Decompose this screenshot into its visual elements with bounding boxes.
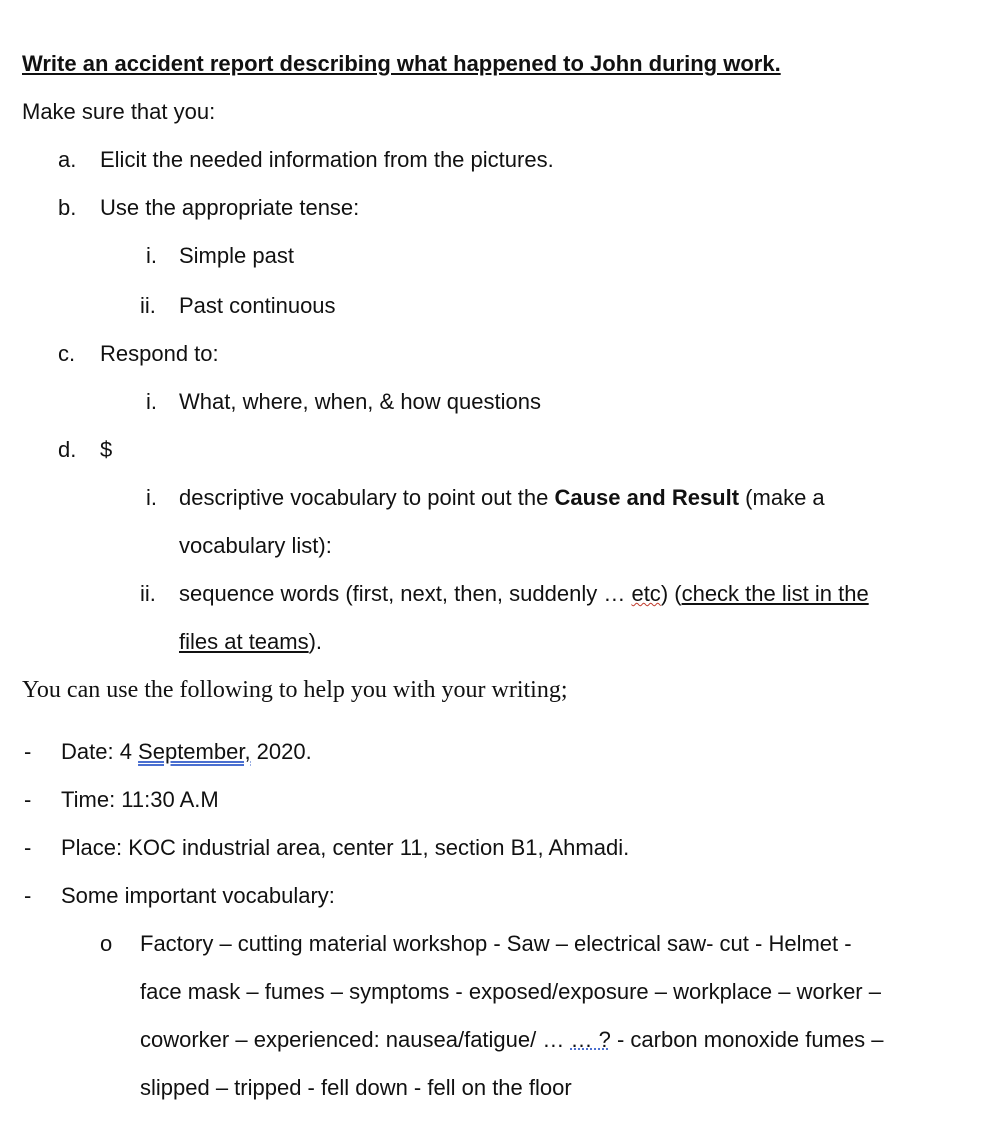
bullet-time: [24, 786, 219, 814]
circle-bullet-icon: o: [100, 931, 113, 956]
list-marker-c: c.: [58, 341, 76, 366]
vocab-line-1: Factory – cutting material workshop - Saw – electrical saw- cut - Helmet -: [140, 931, 852, 956]
sub-item-b-ii: [140, 292, 336, 320]
bullet-place: [24, 834, 630, 862]
dash-marker: -: [24, 739, 32, 764]
list-text-a: Elicit the needed information from the pictures.: [100, 147, 554, 172]
sub-text: Past continuous: [179, 293, 336, 318]
list-marker-d: d.: [58, 437, 77, 462]
sub-text: [179, 580, 869, 608]
sub-marker: ii.: [140, 581, 156, 606]
list-item-b: [58, 194, 360, 222]
dash-marker: -: [24, 835, 32, 860]
list-text-d: $: [100, 437, 113, 462]
teams-files-link[interactable]: check the list in the: [681, 581, 869, 606]
date-text: [61, 738, 312, 766]
sub-item-b-i: [146, 242, 294, 270]
sub-text-post: (make a: [739, 485, 825, 510]
dash-marker: -: [24, 787, 32, 812]
list-item-d: [58, 436, 113, 464]
time-text: Time: 11:30 A.M: [61, 787, 219, 812]
list-marker-a: a.: [58, 147, 77, 172]
dash-marker: -: [24, 883, 32, 908]
grammar-mark: … ?: [570, 1027, 611, 1052]
teams-files-link-cont[interactable]: files at teams: [179, 629, 309, 654]
etc-spellcheck: etc: [631, 581, 661, 606]
sub-item-d-ii: [140, 580, 869, 608]
sub-text: Simple past: [179, 243, 294, 268]
sub-item-d-ii-cont: [179, 628, 322, 656]
vocab-line-3-post: - carbon monoxide fumes –: [610, 1027, 884, 1052]
date-post: 2020.: [250, 739, 312, 764]
date-pre: Date: 4: [61, 739, 139, 764]
sub-item-c-i: [146, 388, 541, 416]
place-text: Place: KOC industrial area, center 11, section B1, Ahmadi.: [61, 835, 630, 860]
helper-text: You can use the following to help you with your writing;: [22, 677, 568, 703]
cause-result-bold: Cause and Result: [554, 485, 740, 510]
vocab-line-3-pre: coworker – experienced: nausea/fatigue/ …: [140, 1027, 571, 1052]
sub-marker: i.: [146, 243, 157, 268]
bullet-date: [24, 738, 312, 766]
vocab-heading: Some important vocabulary:: [61, 883, 335, 908]
bullet-vocabulary: [24, 882, 335, 910]
sub-marker: ii.: [140, 293, 156, 318]
sub-text-mid: ) (: [660, 581, 682, 606]
sub-text: What, where, when, & how questions: [179, 389, 541, 414]
list-text-b: Use the appropriate tense:: [100, 195, 360, 220]
sub-text-pre: sequence words (first, next, then, suddenly …: [179, 581, 632, 606]
intro-text: Make sure that you:: [22, 99, 216, 124]
sub-marker: i.: [146, 389, 157, 414]
list-item-a: [58, 146, 554, 174]
sub-text-end: ).: [308, 629, 323, 654]
vocab-line-4: slipped – tripped - fell down - fell on the floor: [140, 1075, 572, 1100]
vocab-item: [100, 930, 852, 958]
vocab-line-3: [140, 1026, 884, 1054]
vocab-line-2: face mask – fumes – symptoms - exposed/exposure – workplace – worker –: [140, 979, 881, 1004]
list-marker-b: b.: [58, 195, 77, 220]
list-text-c: Respond to:: [100, 341, 219, 366]
sub-text-pre: descriptive vocabulary to point out the: [179, 485, 555, 510]
sub-item-d-i: [146, 484, 825, 512]
date-month: September,: [138, 739, 251, 764]
sub-item-d-i-cont: vocabulary list):: [179, 533, 332, 558]
sub-text: [179, 484, 825, 512]
sub-marker: i.: [146, 485, 157, 510]
list-item-c: [58, 340, 219, 368]
page-title: Write an accident report describing what happened to John during work.: [22, 51, 781, 76]
